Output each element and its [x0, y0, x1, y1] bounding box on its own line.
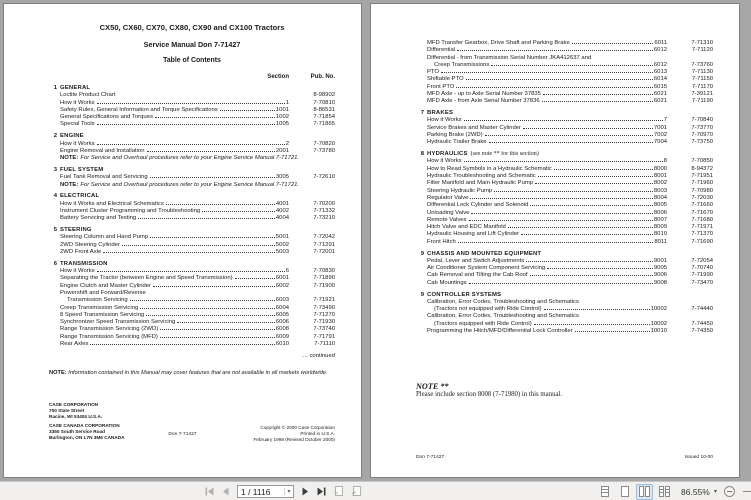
- previous-page-icon[interactable]: [219, 485, 232, 498]
- toc-section-heading: 1 GENERAL: [53, 85, 91, 91]
- toc-entry: 8 Speed Transmission Servicing 6005 7-71270: [60, 311, 335, 318]
- zoom-dropdown-icon[interactable]: ▾: [713, 489, 717, 495]
- page-navigation: [203, 482, 364, 500]
- doc-number-right: Don 7-71427: [416, 455, 445, 460]
- next-view-icon[interactable]: ↱: [351, 485, 364, 498]
- toc-entry: Engine Clutch and Master Cylinder 6002 7-71900: [60, 282, 335, 289]
- toc-section-heading: 6 TRANSMISSION: [53, 260, 108, 267]
- toc-sections-left: [49, 85, 335, 348]
- toc-entry: Programming the Hitch/MFD/Differential Lock Controller 10010 7-74350: [427, 327, 713, 334]
- toc-entry: Filter Manifold and Main Hydraulic Pump 8002 7-71960: [427, 180, 713, 187]
- toc-entry: Unloading Valve 8006 7-71670: [427, 209, 713, 216]
- toc-entry: Battery Servicing and Testing 4004 7-73210: [60, 215, 335, 222]
- toc-section-heading: 3 FUEL SYSTEM: [53, 166, 104, 173]
- toc-section-heading: 7 BRAKES: [420, 110, 454, 117]
- toc-entry: Differential - from Transmission Serial Number JKA412637 and: [427, 54, 592, 61]
- toc-sections-right: [416, 40, 713, 335]
- toc-entry: Parking Brake (2WD) 7002 7-70970: [427, 132, 713, 139]
- toc-entry: How it Works 2 7-70820: [60, 140, 335, 147]
- doc-number: Don 7-71427: [168, 432, 197, 437]
- manual-subtitle: Service Manual Don 7-71427: [143, 40, 241, 49]
- hydraulics-note: NOTE ** Please include section 8008 (7-71980) in this manual.: [416, 382, 563, 398]
- page-number-input[interactable]: 1 / 1116 ▾: [237, 485, 294, 498]
- toc-entry: Loctite Product Chart 8-98902: [60, 92, 335, 99]
- toc-entry: Steering Column and Hand Pump 5001 7-72042: [60, 234, 335, 241]
- two-page-continuous-layout-icon[interactable]: [656, 484, 673, 500]
- toc-section-heading: 4 ELECTRICAL: [53, 193, 100, 200]
- toc-entry: How it Works and Electrical Schematics 4001 7-70200: [60, 200, 335, 207]
- toc-entry: How to Read Symbols in a Hydraulic Schematic 8000 8-94372: [427, 165, 713, 172]
- continuous-layout-icon[interactable]: [616, 484, 633, 500]
- toc-entry: How it Works 1 7-70810: [60, 99, 335, 106]
- toc-section-heading: 5 STEERING: [53, 227, 92, 234]
- toc-entry: Hydraulic Troubleshooting and Schematic 8001 7-71951: [427, 173, 713, 180]
- toc-entry: 2WD Front Axle 5003 7-72001: [60, 248, 335, 255]
- toc-section: [416, 151, 713, 246]
- column-section: Section: [267, 74, 289, 80]
- toc-entry: Hitch Valve and EDC Manifold 8009 7-71971: [427, 224, 713, 231]
- toc-note: NOTE: For Service and Overhaul procedures refer to your Engine Service Manual 7-71721.: [60, 155, 300, 162]
- toc-entry: Range Transmission Servicing (2WD) 6008 7-73740: [60, 326, 335, 333]
- column-pub-no: Pub. No.: [310, 74, 335, 80]
- toc-entry: Regulator Valve 8004 7-72030: [427, 194, 713, 201]
- toc-section: [49, 167, 335, 189]
- toc-entry: Cab Removal and Tilting the Cab Roof 9006 7-71990: [427, 272, 713, 279]
- toc-section-heading: 8 HYDRAULICS (see note ** for this section): [420, 151, 539, 158]
- page-dropdown-icon[interactable]: ▾: [284, 488, 293, 495]
- toc-section: [416, 40, 713, 106]
- two-page-layout-icon[interactable]: [636, 484, 653, 500]
- toc-entry: MFD Axle - up to Axle Serial Number 37835 6021 7-39121: [427, 91, 713, 98]
- last-page-icon[interactable]: [315, 485, 328, 498]
- copyright-block: Copyright © 2000 Case Corporation Printed in U.S.A. February 1998 (Revised October 2000): [253, 425, 335, 442]
- toc-entry: How it Works 8 7-70850: [427, 158, 713, 165]
- toc-entry: (Tractors equipped with Ride Control) 10002 7-74450: [434, 320, 713, 327]
- zoom-slider[interactable]: [743, 491, 751, 492]
- next-page-icon[interactable]: [299, 485, 312, 498]
- toc-title: Table of Contents: [163, 57, 221, 64]
- toc-entry: Shiftable PTO 6014 7-71150: [427, 76, 713, 83]
- toc-entry: Engine Removal and Installation 2001 7-73780: [60, 147, 335, 154]
- toc-section: [49, 133, 335, 162]
- status-bar: [0, 481, 751, 500]
- continued-indicator: ... continued: [302, 353, 335, 360]
- toc-entry: Hydraulic Trailer Brake 7004 7-73750: [427, 139, 713, 146]
- toc-entry: General Specifications and Torques 1002 7-71854: [60, 114, 335, 121]
- toc-entry: Powershift and Forward/Reverse: [60, 289, 146, 296]
- toc-entry: Range Transmission Servicing (MFD) 6009 7-71791: [60, 333, 335, 340]
- toc-section: [416, 251, 713, 287]
- toc-entry: Transmission Servicing 6003 7-71921: [67, 297, 335, 304]
- toc-entry: PTO 6013 7-71130: [427, 69, 713, 76]
- toc-entry: How it Works 6 7-70830: [60, 268, 335, 275]
- zoom-controls: [596, 482, 751, 500]
- issued-date: Issued 10-00: [684, 455, 713, 460]
- case-canada-address: CASE CANADA CORPORATION 3350 South Service Road Burlington, ON L7N 3M6 CANADA: [49, 423, 125, 440]
- toc-section-heading: 9 CHASSIS AND MOUNTED EQUIPMENT: [420, 250, 542, 257]
- toc-entry: Creep Transmissions 6012 7-73760: [434, 61, 713, 68]
- toc-entry: Calibration, Error Codes, Troubleshooting and Schematics: [427, 313, 579, 320]
- toc-entry: Separating the Tractor (between Engine and Speed Transmission) 6001 7-71890: [60, 275, 335, 282]
- toc-section: [416, 292, 713, 336]
- toc-entry: Remote Valves 8007 7-71680: [427, 216, 713, 223]
- toc-entry: MFD Axle - from Axle Serial Number 37836 6021 7-71190: [427, 98, 713, 105]
- first-page-icon[interactable]: [203, 485, 216, 498]
- toc-entry: Fuel Tank Removal and Servicing 3005 7-72610: [60, 174, 335, 181]
- zoom-percentage[interactable]: 86.55%: [681, 486, 710, 497]
- toc-entry: Steering Hydraulic Pump 8003 7-70980: [427, 187, 713, 194]
- toc-section: [49, 193, 335, 222]
- toc-entry: Special Tools 1005 7-71865: [60, 121, 335, 128]
- toc-entry: Differential 6012 7-71120: [427, 47, 713, 54]
- toc-section: [49, 261, 335, 349]
- toc-entry: Safety Rules, General Information and Torque Specifications 1001 8-86531: [60, 106, 335, 113]
- toc-entry: Rear Axles 6010 7-71110: [60, 341, 335, 347]
- toc-section-heading: 2 ENGINE: [53, 133, 84, 140]
- toc-entry: How it Works 7 7-70840: [427, 117, 713, 124]
- zoom-out-icon[interactable]: [724, 486, 735, 497]
- toc-entry: Front PTO 6015 7-71170: [427, 83, 713, 90]
- toc-entry: (Tractors not equipped with Ride Control) 10002 7-74440: [434, 306, 713, 313]
- toc-section: [416, 110, 713, 146]
- page-left: [3, 3, 362, 478]
- toc-entry: Instrument Cluster Programming and Troubleshooting 4002 7-71332: [60, 207, 335, 214]
- toc-entry: Calibration, Error Codes, Troubleshooting and Schematics: [427, 298, 579, 305]
- toc-note: NOTE: For Service and Overhaul procedures refer to your Engine Service Manual 7-71721.: [60, 181, 300, 188]
- toc-entry: 2WD Steering Cylinder 5002 7-71291: [60, 241, 335, 248]
- toc-section-heading: 9 CONTROLLER SYSTEMS: [420, 291, 502, 298]
- toc-section: [49, 85, 335, 129]
- single-page-layout-icon[interactable]: [596, 484, 613, 500]
- case-corporation-address: CASE CORPORATION 700 State Street Racine, WI 53404 U.S.A.: [49, 402, 103, 419]
- toc-entry: Front Hitch 8011 7-71690: [427, 238, 713, 245]
- toc-entry: MFD Transfer Gearbox, Drive Shaft and Parking Brake 6011 7-71310: [427, 40, 713, 46]
- toc-entry: Pedal, Lever and Switch Adjustments 9001 7-72054: [427, 257, 713, 264]
- previous-view-icon[interactable]: ↰: [333, 485, 346, 498]
- page-right: [370, 3, 740, 478]
- toc-entry: Synchronizer Speed Transmission Servicing 6006 7-71930: [60, 319, 335, 326]
- toc-entry: Hydraulic Housing and Lift Cylinder 8010 7-71370: [427, 231, 713, 238]
- toc-section: [49, 227, 335, 256]
- toc-entry: Service Brakes and Master Cylinder 7001 7-73770: [427, 124, 713, 131]
- toc-entry: Creep Transmission Servicing 6004 7-73490: [60, 304, 335, 311]
- toc-entry: Differential Lock Cylinder and Solenoid 8005 7-71660: [427, 202, 713, 209]
- market-note: NOTE: Information contained in this Manual may cover features that are not available in all markets worldwide.: [49, 370, 328, 377]
- toc-entry: Cab Mountings 9008 7-73470: [427, 279, 713, 286]
- toc-entry: Air Conditioner System Component Servicing 9005 7-70740: [427, 265, 713, 272]
- manual-title: CX50, CX60, CX70, CX80, CX90 and CX100 Tractors: [99, 23, 285, 32]
- toc-column-headers: [49, 73, 335, 81]
